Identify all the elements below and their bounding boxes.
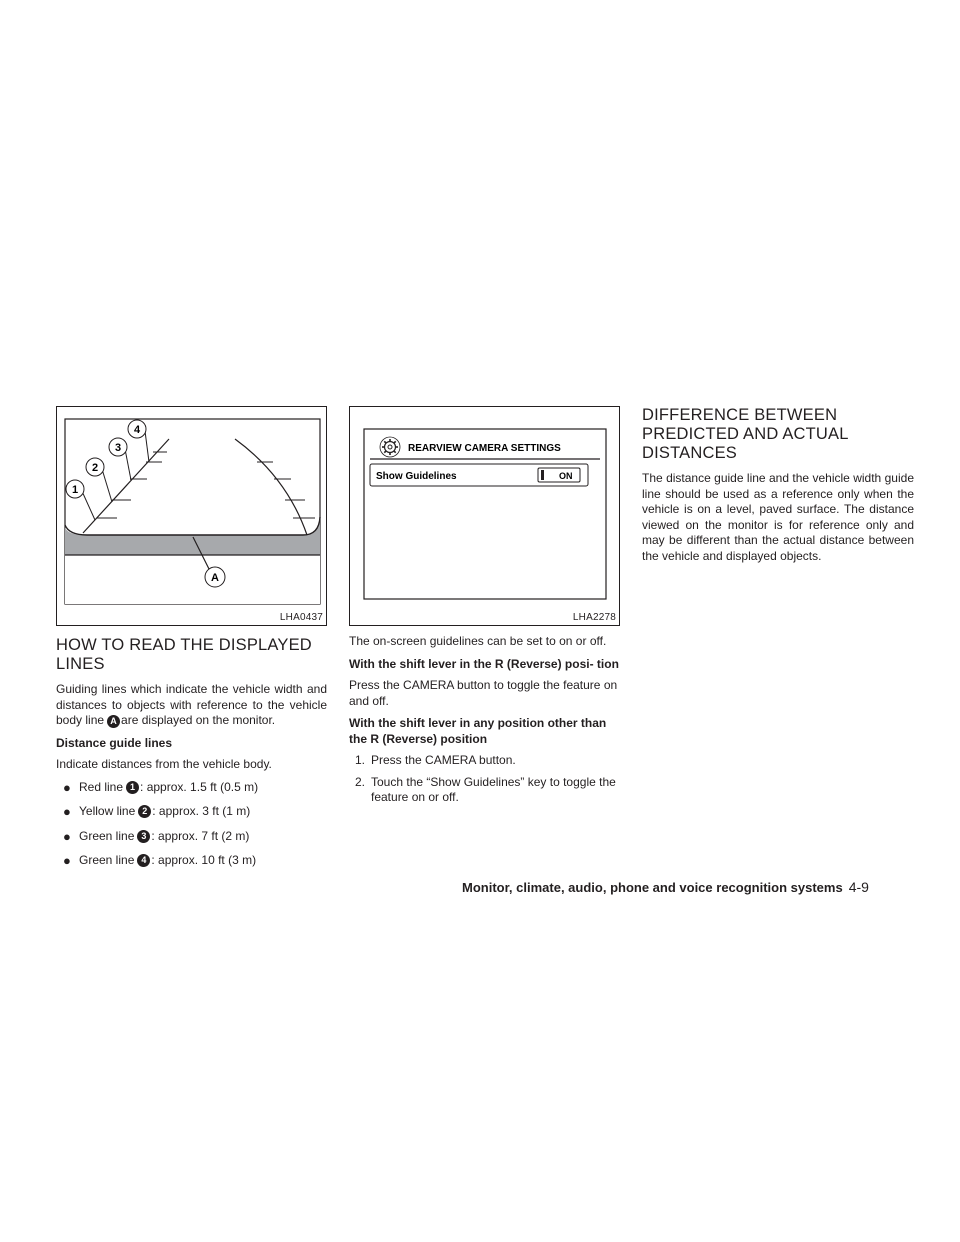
- show-guidelines-label: Show Guidelines: [376, 471, 457, 482]
- distance-list: [56, 780, 327, 869]
- section-title-difference: DIFFERENCE BETWEEN PREDICTED AND ACTUAL DISTANCES: [642, 406, 849, 462]
- bullet-icon: ●: [63, 853, 71, 868]
- callout-1: 1: [71, 484, 79, 496]
- callout-a: A: [211, 572, 219, 584]
- right-column: [642, 406, 914, 571]
- toggle-label: ON: [559, 471, 573, 481]
- bullet-icon: ●: [63, 828, 71, 844]
- list-item: ● Red line 1 : approx. 1.5 ft (0.5 m): [63, 779, 259, 795]
- screen-title: REARVIEW CAMERA SETTINGS: [408, 443, 561, 454]
- reverse-position-para: Press the CAMERA button to toggle the feature on and off.: [349, 678, 618, 708]
- bullet-icon: ●: [63, 779, 71, 795]
- list-item: ● Green line 3 : approx. 7 ft (2 m): [63, 828, 250, 844]
- page-footer: [462, 879, 869, 895]
- list-item: 2. Touch the “Show Guidelines” key to toggle the feature on or off.: [355, 774, 616, 804]
- guideline-diagram: [56, 406, 327, 626]
- callout-2: 2: [91, 462, 99, 474]
- camera-settings-figure: [349, 406, 620, 626]
- bullet-icon: ●: [63, 804, 71, 819]
- camera-settings-svg: [350, 407, 623, 627]
- footer-title: Monitor, climate, audio, phone and voice recognition systems: [462, 880, 843, 895]
- left-column: [56, 406, 327, 878]
- onscreen-intro: The on-screen guidelines can be set to on or off.: [349, 634, 607, 648]
- list-item: 1. Press the CAMERA button.: [355, 753, 516, 767]
- section-title-how-to-read: HOW TO READ THE DISPLAYED LINES: [56, 636, 312, 673]
- distance-guide-heading: Distance guide lines: [56, 735, 173, 750]
- guideline-diagram-svg: [57, 407, 328, 627]
- page-number: 4-9: [848, 879, 869, 895]
- callout-3: 3: [114, 442, 122, 454]
- callout-4: 4: [133, 424, 141, 436]
- reverse-position-heading: With the shift lever in the R (Reverse) posi- tion: [349, 656, 619, 671]
- marker-a: A: [107, 715, 120, 728]
- how-to-read-intro: Guiding lines which indicate the vehicle width and distances to objects with reference to the vehicle body line A are displayed on the monitor.: [56, 682, 327, 727]
- middle-column: [349, 406, 622, 812]
- difference-para: The distance guide line and the vehicle width guide line should be used as a reference only when the vehicle is on a level, paved surface. The distance viewed on the monitor is for reference only and may be different than the actual distance between the vehicle and displayed objects.: [642, 471, 914, 563]
- figure-code: LHA2278: [572, 612, 616, 623]
- guidelines-toggle[interactable]: [538, 468, 580, 482]
- figure-code: LHA0437: [279, 612, 323, 623]
- distance-guide-intro: Indicate distances from the vehicle body.: [56, 757, 272, 771]
- steps-list: [349, 753, 622, 806]
- other-position-heading: With the shift lever in any position other than the R (Reverse) position: [349, 716, 607, 746]
- list-item: ● Yellow line 2 : approx. 3 ft (1 m): [63, 804, 251, 819]
- list-item: ● Green line 4 : approx. 10 ft (3 m): [63, 853, 257, 868]
